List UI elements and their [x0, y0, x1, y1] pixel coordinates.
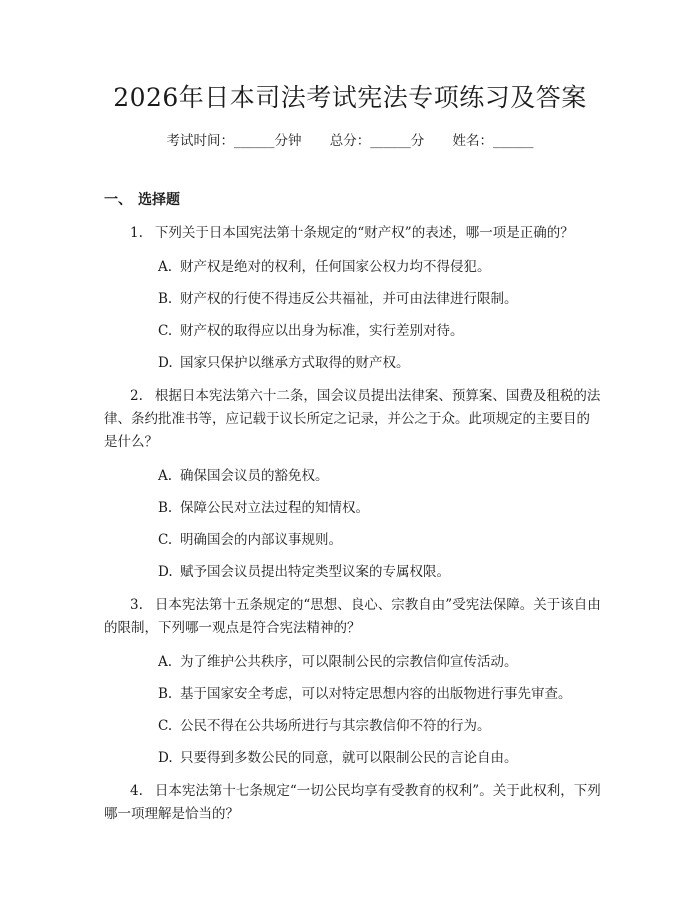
option-letter: C.	[158, 532, 173, 548]
exam-info-line	[0, 131, 700, 151]
total-score-unit: 分	[410, 133, 425, 149]
option-letter: B.	[158, 291, 173, 307]
option-letter: A.	[158, 468, 173, 484]
option-letter: A.	[158, 259, 173, 275]
question-number: 3.	[130, 597, 143, 613]
question-2-option-b	[104, 498, 602, 518]
option-text: 赋予国会议员提出特定类型议案的专属权限。	[180, 564, 450, 580]
option-letter: B.	[158, 686, 173, 702]
option-text: 保障公民对立法过程的知情权。	[180, 500, 369, 516]
question-1	[104, 222, 602, 245]
question-number: 2.	[130, 388, 143, 404]
total-score-blank: ______	[370, 133, 411, 149]
option-text: 明确国会的内部议事规则。	[180, 532, 342, 548]
option-text: 只要得到多数公民的同意，就可以限制公民的言论自由。	[180, 750, 518, 766]
option-text: 为了维护公共秩序，可以限制公民的宗教信仰宣传活动。	[180, 654, 518, 670]
option-text: 基于国家安全考虑，可以对特定思想内容的出版物进行事先审查。	[180, 686, 572, 702]
name-label: 姓名：	[452, 133, 494, 149]
question-text: 下列关于日本国宪法第十条规定的“财产权”的表述，哪一项是正确的？	[154, 225, 574, 241]
question-text: 根据日本宪法第六十二条，国会议员提出法律案、预算案、国费及租税的法律、条约批准书等，应记载于议长所定之记录，并公之于众。此项规定的主要目的是什么？	[104, 388, 601, 450]
name-field	[453, 131, 534, 151]
question-1-option-a	[104, 257, 602, 277]
option-letter: C.	[158, 323, 173, 339]
question-3-option-c	[104, 716, 602, 736]
question-2-option-d	[104, 562, 602, 582]
total-score-field	[330, 131, 425, 151]
question-3	[104, 594, 602, 640]
document-title: 2026年日本司法考试宪法专项练习及答案	[113, 83, 587, 112]
option-text: 财产权的取得应以出身为标准，实行差别对待。	[180, 323, 464, 339]
question-number: 4.	[130, 783, 143, 799]
section-heading	[104, 190, 180, 210]
option-letter: D.	[158, 750, 173, 766]
option-text: 财产权是绝对的权利，任何国家公权力均不得侵犯。	[180, 259, 491, 275]
question-2-option-c	[104, 530, 602, 550]
question-3-option-a	[104, 652, 602, 672]
question-2	[104, 385, 602, 454]
exam-time-unit: 分钟	[274, 133, 302, 149]
question-3-option-b	[104, 684, 602, 704]
question-1-option-b	[104, 289, 602, 309]
question-text: 日本宪法第十七条规定“一切公民均享有受教育的权利”。关于此权利，下列哪一项理解是恰当的？	[104, 783, 601, 822]
option-letter: B.	[158, 500, 173, 516]
question-3-option-d	[104, 748, 602, 768]
exam-time-field	[166, 131, 301, 151]
exam-time-blank: ______	[233, 133, 275, 149]
option-text: 确保国会议员的豁免权。	[180, 468, 329, 484]
option-letter: D.	[158, 355, 173, 371]
question-number: 1.	[130, 225, 143, 241]
section-number: 一、	[104, 192, 132, 208]
option-letter: A.	[158, 654, 173, 670]
option-letter: D.	[158, 564, 173, 580]
question-text: 日本宪法第十五条规定的“思想、良心、宗教自由”受宪法保障。关于该自由的限制，下列哪一观点是符合宪法精神的？	[104, 597, 601, 636]
option-text: 国家只保护以继承方式取得的财产权。	[180, 355, 410, 371]
option-letter: C.	[158, 718, 173, 734]
option-text: 财产权的行使不得违反公共福祉，并可由法律进行限制。	[180, 291, 518, 307]
option-text: 公民不得在公共场所进行与其宗教信仰不符的行为。	[180, 718, 491, 734]
name-blank: ______	[493, 133, 534, 149]
question-4	[104, 780, 602, 826]
question-2-option-a	[104, 466, 602, 486]
total-score-label: 总分：	[329, 133, 371, 149]
section-title: 选择题	[138, 192, 180, 208]
question-1-option-c	[104, 321, 602, 341]
exam-time-label: 考试时间：	[166, 133, 234, 149]
question-1-option-d	[104, 353, 602, 373]
questions-list	[104, 222, 602, 826]
